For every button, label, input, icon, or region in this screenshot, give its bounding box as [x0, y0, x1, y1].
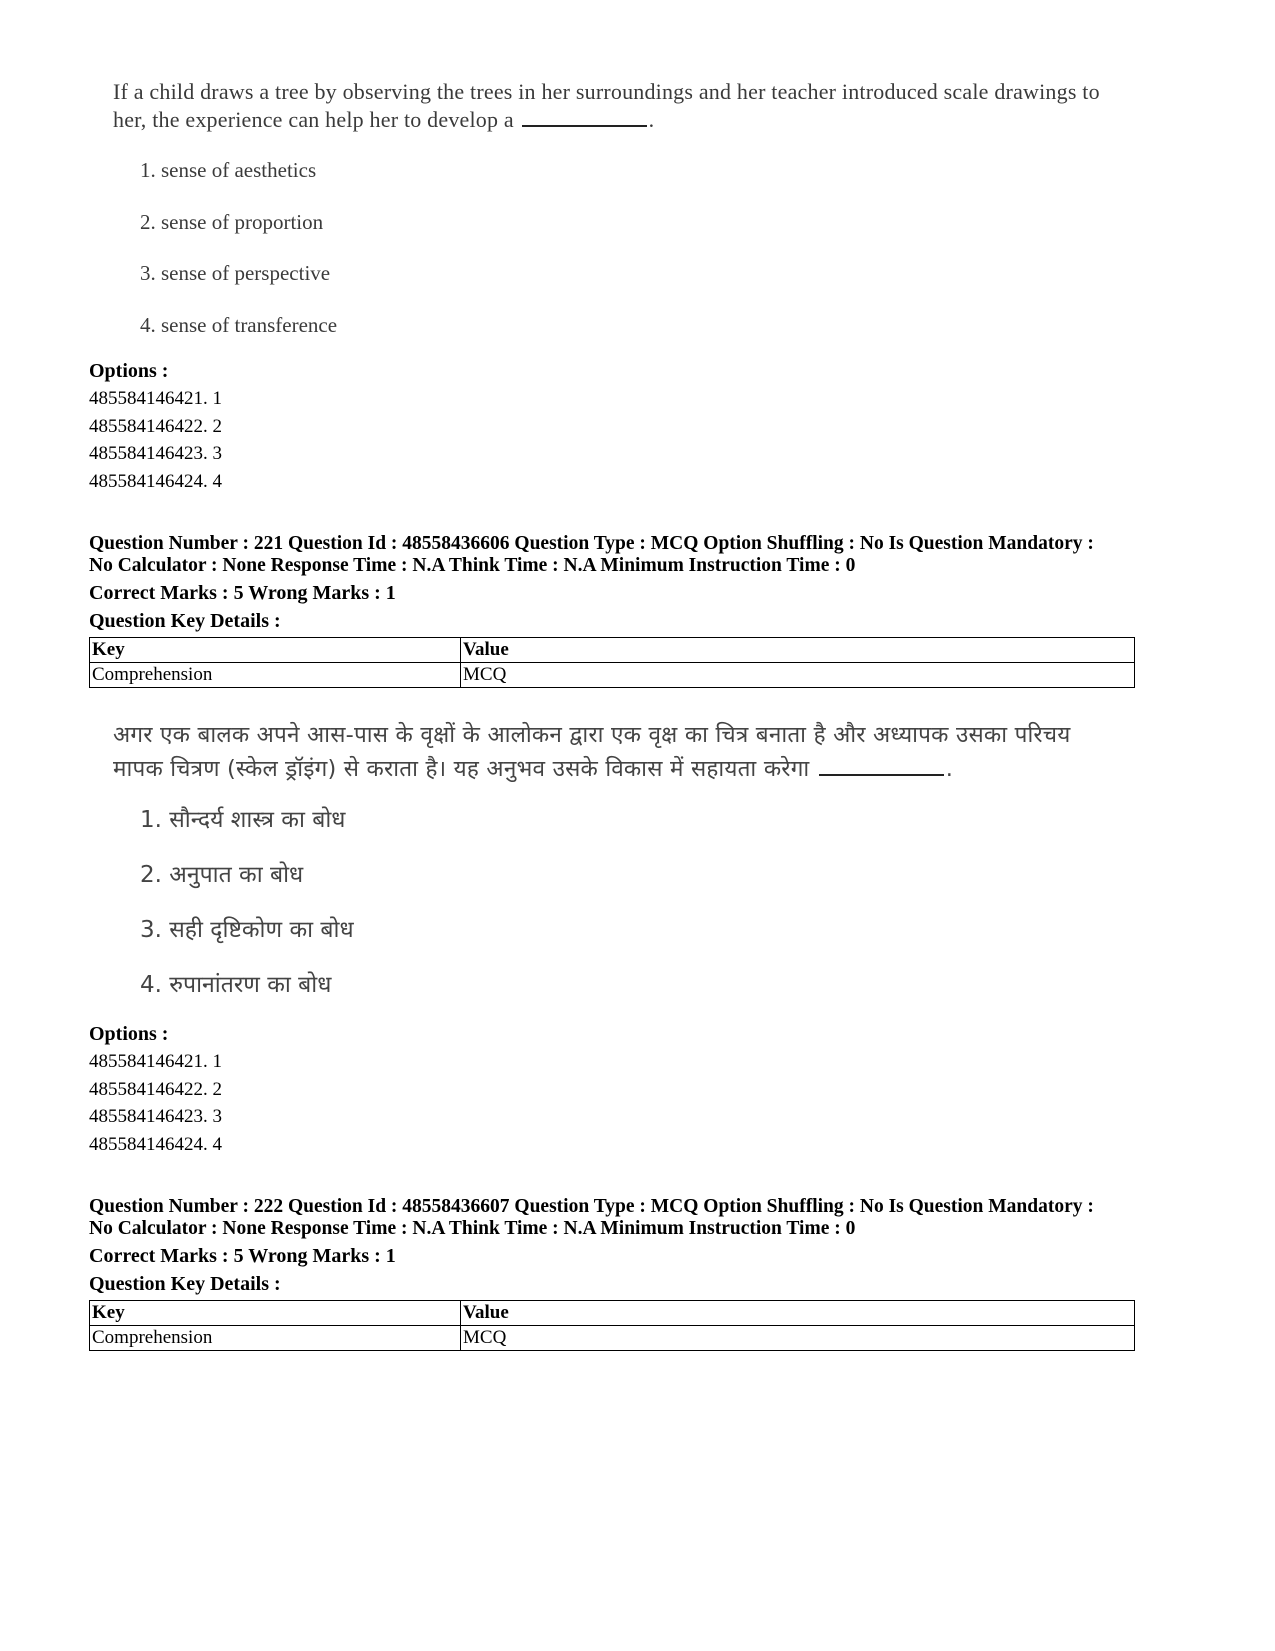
- question-meta-line-1: Question Number : 221 Question Id : 48558436606 Question Type : MCQ Option Shuffling : No Is Question Mandatory :: [89, 533, 1094, 554]
- option-item: 485584146423. 3: [89, 1106, 222, 1127]
- choice-item: 2. अनुपात का बोध: [140, 862, 304, 888]
- options-label: Options :: [89, 360, 169, 382]
- choice-item: 4. रुपानांतरण का बोध: [140, 972, 332, 998]
- question-stem-text: her, the experience can help her to develop a: [113, 107, 514, 132]
- option-item: 485584146424. 4: [89, 470, 222, 492]
- option-item: 485584146422. 2: [89, 1078, 222, 1100]
- table-header-key: Key: [90, 638, 461, 663]
- option-item: 485584146421. 1: [89, 1051, 222, 1072]
- table-row: [90, 663, 1135, 688]
- table-cell-key: Comprehension: [90, 663, 461, 688]
- question-meta-line-1: Question Number : 222 Question Id : 48558436607 Question Type : MCQ Option Shuffling : No Is Question Mandatory :: [89, 1196, 1094, 1217]
- key-details-label: Question Key Details :: [89, 610, 281, 632]
- choice-item: 4. sense of transference: [140, 313, 338, 337]
- question-meta-line-2: No Calculator : None Response Time : N.A Think Time : N.A Minimum Instruction Time : 0: [89, 555, 856, 576]
- question-meta-line-2: No Calculator : None Response Time : N.A Think Time : N.A Minimum Instruction Time : 0: [89, 1218, 856, 1239]
- options-label: Options :: [89, 1023, 169, 1045]
- question-meta: [89, 1196, 1149, 1240]
- question-image-english: [113, 78, 1123, 134]
- question-stem-end: .: [648, 107, 655, 132]
- table-cell-value: MCQ: [461, 663, 1135, 688]
- key-details-label: Question Key Details :: [89, 1273, 281, 1295]
- question-image-hindi: [113, 718, 1113, 786]
- table-header-value: Value: [461, 1301, 1135, 1326]
- table-header-value: Value: [461, 638, 1135, 663]
- table-cell-value: MCQ: [461, 1326, 1135, 1351]
- table-header-row: [90, 638, 1135, 663]
- question-stem-text: मापक चित्रण (स्केल ड्रॉइंग) से कराता है। यह अनुभव उसके विकास में सहायता करेगा: [113, 756, 810, 782]
- option-item: 485584146423. 3: [89, 443, 222, 464]
- key-details-table: [89, 1300, 1135, 1351]
- options-list: [89, 1048, 222, 1158]
- table-header-row: [90, 1301, 1135, 1326]
- question-stem-line-1: If a child draws a tree by observing the trees in her surroundings and her teacher introduced scale drawings to: [113, 79, 1100, 104]
- question-meta: [89, 533, 1149, 577]
- options-list: [89, 385, 222, 495]
- marks-line: Correct Marks : 5 Wrong Marks : 1: [89, 582, 396, 604]
- marks-line: Correct Marks : 5 Wrong Marks : 1: [89, 1245, 396, 1267]
- choice-item: 3. sense of perspective: [140, 261, 331, 285]
- question-stem-line-2: [113, 106, 1123, 134]
- choice-item: 1. sense of aesthetics: [140, 158, 317, 182]
- table-cell-key: Comprehension: [90, 1326, 461, 1351]
- option-item: 485584146422. 2: [89, 415, 222, 437]
- answer-blank: [522, 107, 647, 127]
- question-stem-end: .: [945, 756, 954, 782]
- question-stem-line-2: [113, 752, 1113, 786]
- option-item: 485584146424. 4: [89, 1133, 222, 1155]
- choice-item: 3. सही दृष्टिकोण का बोध: [140, 917, 354, 943]
- choice-item: 2. sense of proportion: [140, 210, 324, 234]
- table-row: [90, 1326, 1135, 1351]
- table-header-key: Key: [90, 1301, 461, 1326]
- question-stem-line-1: अगर एक बालक अपने आस-पास के वृक्षों के आलोकन द्वारा एक वृक्ष का चित्र बनाता है और अध्यापक उसका परिचय: [113, 722, 1071, 748]
- key-details-table: [89, 637, 1135, 688]
- choice-item: 1. सौन्दर्य शास्त्र का बोध: [140, 807, 346, 833]
- answer-blank: [819, 756, 944, 776]
- option-item: 485584146421. 1: [89, 388, 222, 409]
